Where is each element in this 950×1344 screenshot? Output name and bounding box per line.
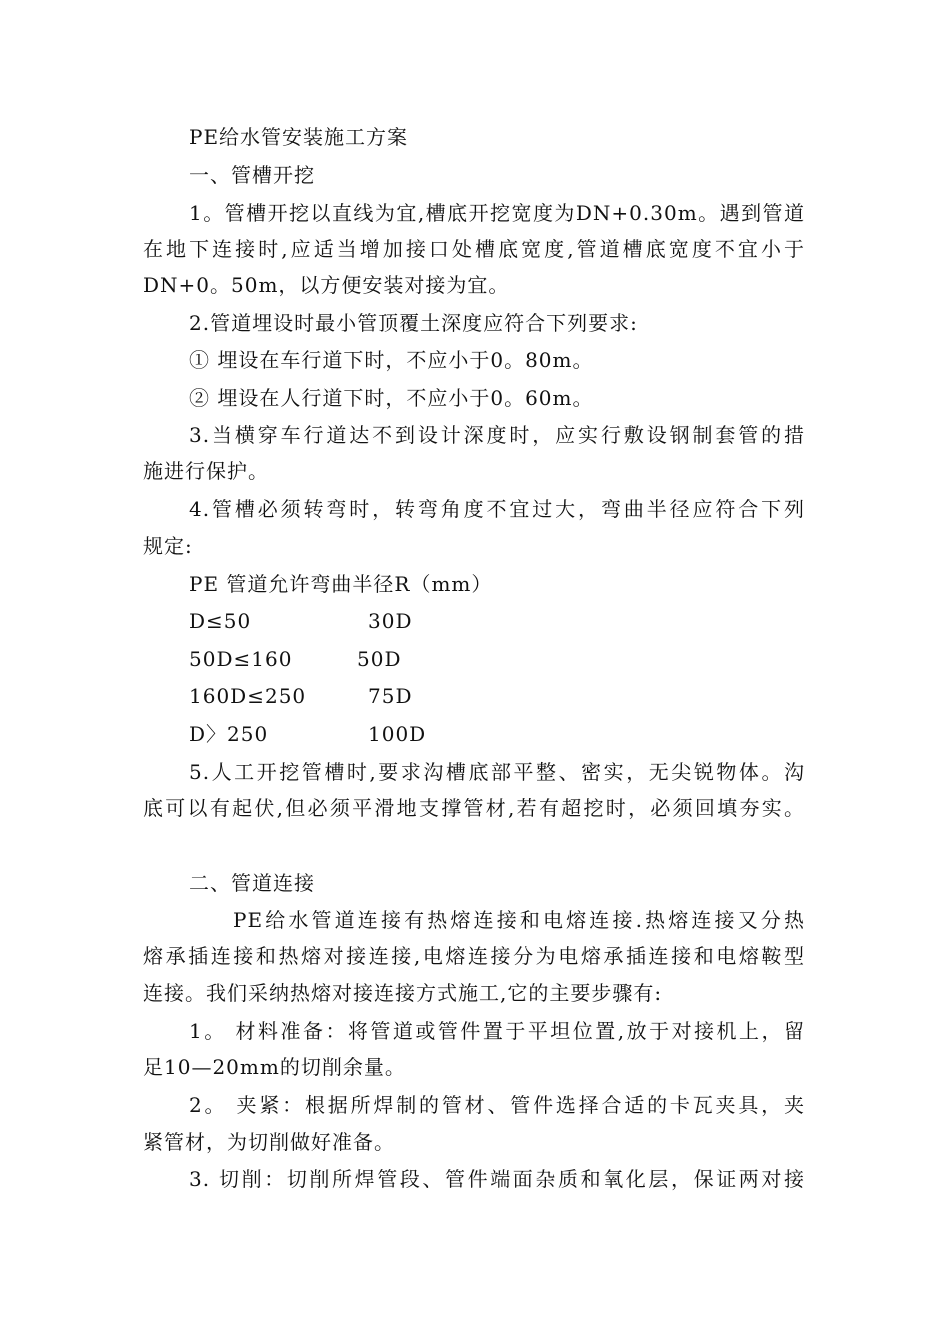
paragraph-4-line-2: 规定: bbox=[143, 534, 193, 558]
section-2-intro-line-1: PE给水管道连接有热熔连接和电熔连接.热熔连接又分热 bbox=[233, 908, 805, 932]
bend-radius-table-title: PE 管道允许弯曲半径R（mm） bbox=[189, 572, 493, 596]
paragraph-2-item-2: ② 埋设在人行道下时，不应小于0。60m。 bbox=[189, 386, 594, 410]
table-row-range: 50D≤160 bbox=[189, 647, 293, 671]
paragraph-5-line-1: 5.人工开挖管槽时,要求沟槽底部平整、密实，无尖锐物体。沟 bbox=[189, 760, 805, 784]
document-title: PE给水管安装施工方案 bbox=[189, 125, 409, 149]
paragraph-2-item-1: ① 埋设在车行道下时，不应小于0。80m。 bbox=[189, 348, 594, 372]
section-2-intro-line-2: 熔承插连接和热熔对接连接,电熔连接分为电熔承插连接和电熔鞍型 bbox=[143, 944, 805, 968]
table-row-range: 160D≤250 bbox=[189, 684, 307, 708]
paragraph-1-line-1: 1。管槽开挖以直线为宜,槽底开挖宽度为DN+0.30m。遇到管道 bbox=[189, 201, 805, 225]
section-1-heading: 一、管槽开挖 bbox=[189, 163, 315, 187]
paragraph-3-line-2: 施进行保护。 bbox=[143, 459, 269, 483]
table-row-radius: 75D bbox=[368, 684, 413, 708]
table-row-radius: 50D bbox=[357, 647, 402, 671]
section-2-intro-line-3: 连接。我们采纳热熔对接连接方式施工,它的主要步骤有: bbox=[143, 981, 663, 1005]
step-2-line-1: 2。 夹紧：根据所焊制的管材、管件选择合适的卡瓦夹具，夹 bbox=[189, 1093, 805, 1117]
paragraph-1-line-2: 在地下连接时,应适当增加接口处槽底宽度,管道槽底宽度不宜小于 bbox=[143, 237, 805, 261]
table-row-range: D〉250 bbox=[189, 722, 269, 746]
table-row-radius: 30D bbox=[368, 609, 413, 633]
step-1-line-2: 足10—20mm的切削余量。 bbox=[143, 1055, 406, 1079]
section-2-heading: 二、管道连接 bbox=[189, 871, 315, 895]
step-3-line-1: 3. 切削：切削所焊管段、管件端面杂质和氧化层，保证两对接 bbox=[189, 1167, 805, 1191]
paragraph-4-line-1: 4.管槽必须转弯时，转弯角度不宜过大，弯曲半径应符合下列 bbox=[189, 497, 805, 521]
step-2-line-2: 紧管材，为切削做好准备。 bbox=[143, 1130, 395, 1154]
paragraph-5-line-2: 底可以有起伏,但必须平滑地支撑管材,若有超挖时，必须回填夯实。 bbox=[143, 796, 805, 820]
step-1-line-1: 1。 材料准备：将管道或管件置于平坦位置,放于对接机上，留 bbox=[189, 1019, 805, 1043]
paragraph-3-line-1: 3.当横穿车行道达不到设计深度时，应实行敷设钢制套管的措 bbox=[189, 423, 805, 447]
paragraph-2: 2.管道埋设时最小管顶覆土深度应符合下列要求: bbox=[189, 311, 638, 335]
paragraph-1-line-3: DN+0。50m，以方便安装对接为宜。 bbox=[143, 273, 510, 297]
table-row-range: D≤50 bbox=[189, 609, 252, 633]
table-row-radius: 100D bbox=[368, 722, 427, 746]
